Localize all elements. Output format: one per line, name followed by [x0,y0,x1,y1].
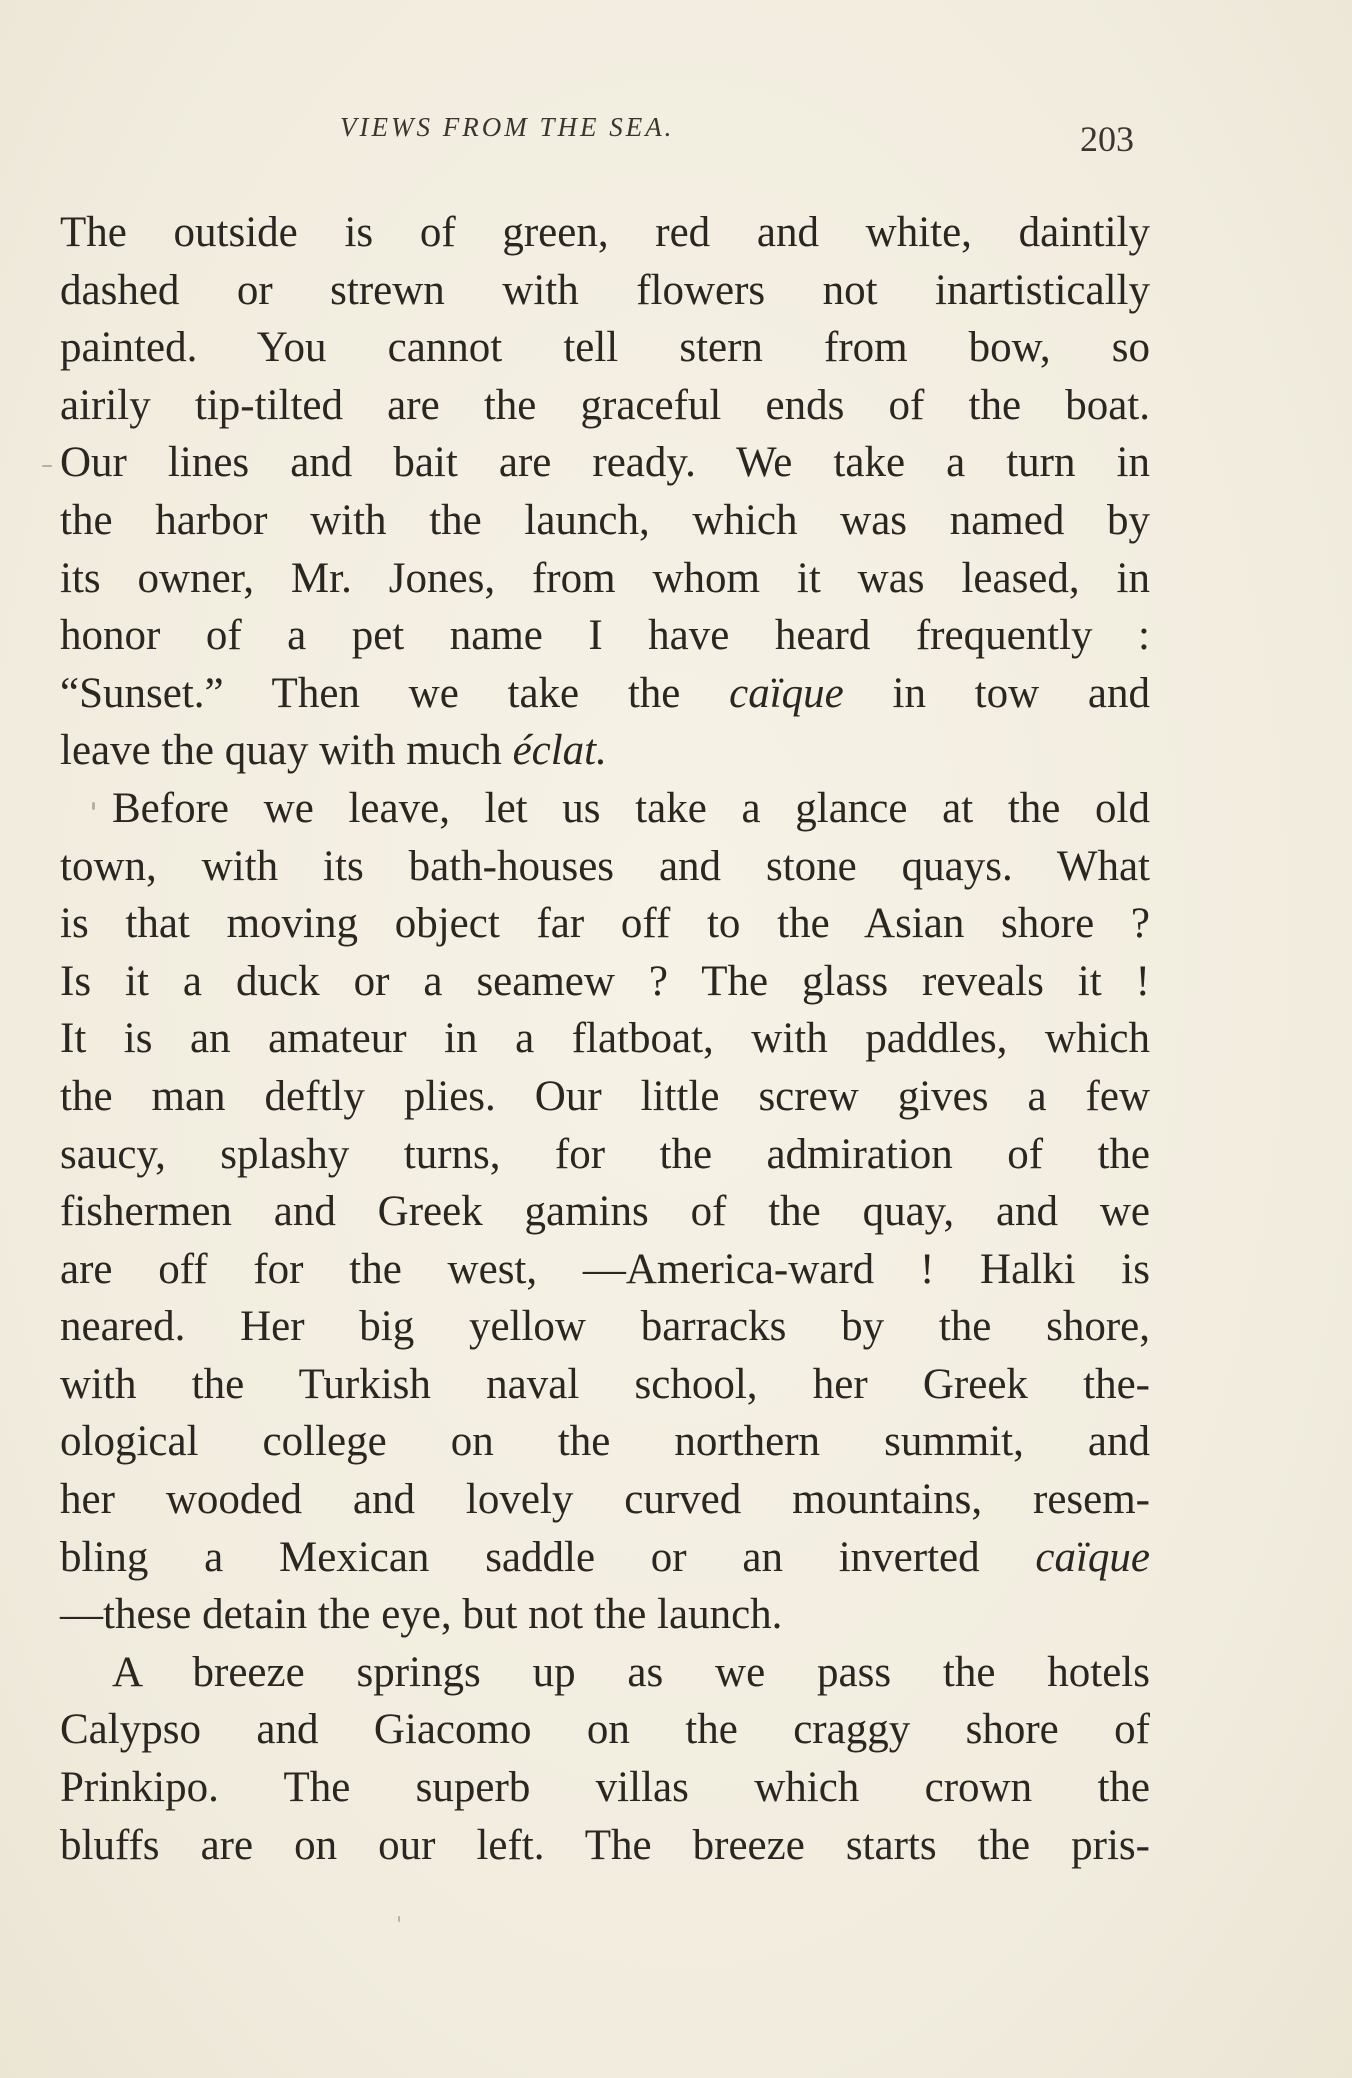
text-line: its owner, Mr. Jones, from whom it was leased, in [60,554,1150,602]
italic-word: caïque [729,669,844,717]
text-line [60,665,1150,723]
body-text [60,204,1150,1874]
text-line: is that moving object far off to the Asian shore ? [60,900,1150,948]
text-line: airily tip-tilted are the graceful ends of the boat. [60,381,1150,429]
text-line: with the Turkish naval school, her Greek the- [60,1360,1150,1408]
text-line: honor of a pet name I have heard frequently : [60,612,1150,660]
text-line: painted. You cannot tell stern from bow, so [60,324,1150,372]
text-line: neared. Her big yellow barracks by the shore, [60,1303,1150,1351]
text-line: the harbor with the launch, which was named by [60,496,1150,544]
text-line: Calypso and Giacomo on the craggy shore of [60,1706,1150,1754]
text-line: A breeze springs up as we pass the hotels [112,1648,1150,1696]
text-line: bluffs are on our left. The breeze starts the pris- [60,1821,1150,1869]
text-segment: in tow and [892,669,1150,717]
running-head: VIEWS FROM THE SEA. [340,112,675,142]
text-line: saucy, splashy turns, for the admiration of the [60,1130,1150,1178]
text-line: her wooded and lovely curved mountains, resem- [60,1476,1150,1524]
text-line: Our lines and bait are ready. We take a turn in [60,439,1150,487]
text-line: town, with its bath-houses and stone quays. What [60,842,1150,890]
text-line: —these detain the eye, but not the launch. [60,1591,783,1639]
text-line: dashed or strewn with flowers not inartistically [60,266,1150,314]
text-segment: bling a Mexican saddle or an inverted [60,1533,980,1581]
paper-blemish [42,465,52,467]
text-line: Before we leave, let us take a glance at the old [112,784,1150,832]
text-line: are off for the west, —America-ward ! Halki is [60,1245,1150,1293]
text-line: Prinkipo. The superb villas which crown the [60,1764,1150,1812]
text-line: Is it a duck or a seamew ? The glass reveals it ! [60,957,1150,1005]
text-line [60,1529,1150,1587]
text-line [60,722,1150,780]
text-line: fishermen and Greek gamins of the quay, and we [60,1188,1150,1236]
text-segment: “Sunset.” Then we take the [60,669,681,717]
paper-blemish [398,1916,400,1922]
text-line: the man deftly plies. Our little screw gives a few [60,1072,1150,1120]
italic-word: caïque [1035,1533,1151,1581]
text-line: ological college on the northern summit, and [60,1418,1150,1466]
text-segment: leave the quay with much [60,727,502,775]
text-line: It is an amateur in a flatboat, with paddles, which [60,1015,1150,1063]
page-number: 203 [1080,119,1134,159]
paper-blemish [92,802,95,810]
text-line: The outside is of green, red and white, daintily [60,209,1150,256]
italic-word: éclat. [512,727,607,775]
